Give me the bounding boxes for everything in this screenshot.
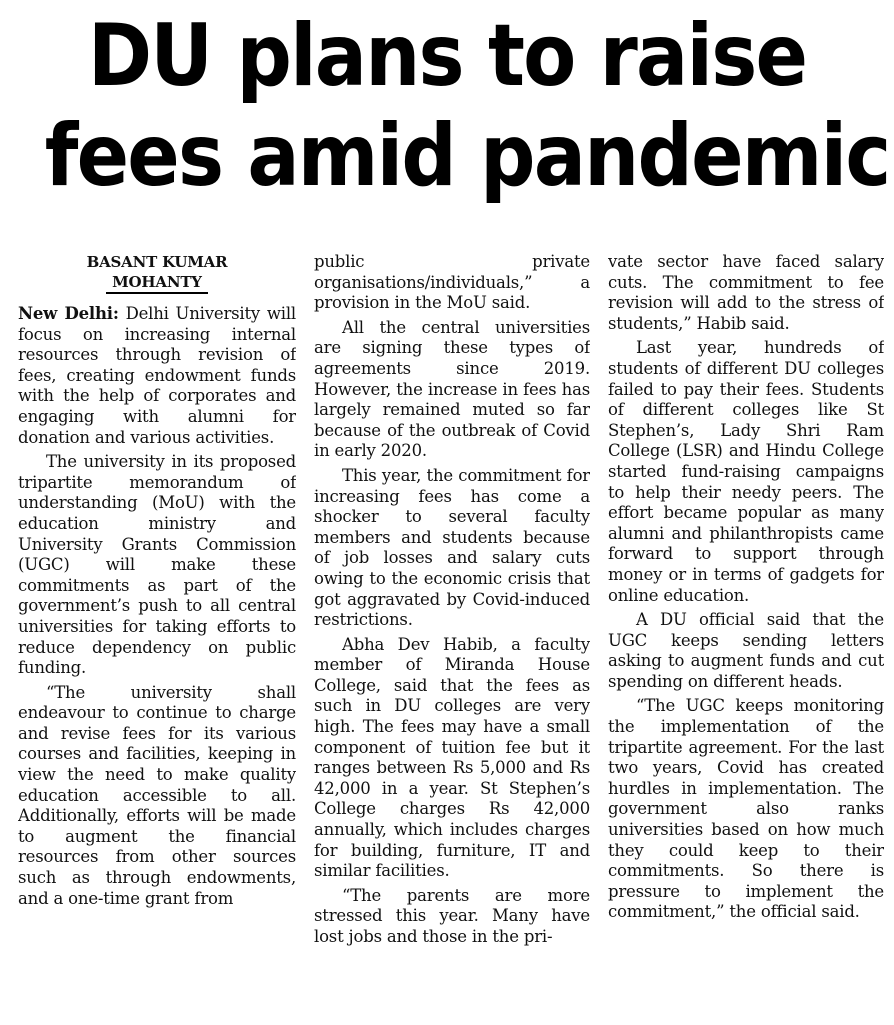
column-3 <box>608 252 884 1022</box>
paragraph: The university in its proposed tripartite memorandum of understanding (MoU) with the education ministry and University Grants Commission (UGC) will make these commitments as part of the government’s push to all central universities for taking efforts to reduce dependency on public funding. <box>18 452 296 678</box>
paragraph: Last year, hundreds of students of different DU colleges failed to pay their fees. Students of different colleges like St Stephen’s, Lady Shri Ram College (LSR) and Hindu College started fund-raising campaigns to help their needy peers. The effort became popular as many alumni and philanthropists came forward to support through money or in terms of gadgets for online education. <box>608 338 884 605</box>
dateline: New Delhi: <box>18 304 119 323</box>
paragraph: All the central universities are signing these types of agreements since 2019. However, the increase in fees has largely remained muted so far because of the outbreak of Covid in early 2020. <box>314 317 590 461</box>
headline <box>44 6 890 206</box>
paragraph: “The university shall endeavour to continue to charge and revise fees for its various courses and facilities, keeping in view the need to make quality education accessible to all. Additionally, efforts will be made to augment the financial resources from other sources such as through endowments, and a one-time grant from <box>18 682 296 908</box>
paragraph: “The parents are more stressed this year. Many have lost jobs and those in the pri- <box>314 885 590 946</box>
column-2 <box>314 252 590 1022</box>
paragraph <box>18 304 296 448</box>
article-body <box>18 252 886 1022</box>
byline-name-line-1: BASANT KUMAR <box>86 253 228 271</box>
column-1 <box>18 252 296 1022</box>
byline <box>18 252 296 294</box>
byline-name-line-2: MOHANTY <box>106 272 208 294</box>
paragraph: “The UGC keeps monitoring the implementation of the tripartite agreement. For the last two years, Covid has created hurdles in implementation. The government also ranks universities based on how much they could keep to their commitments. So there is pressure to implement the commitment,” the official said. <box>608 696 884 922</box>
headline-line-2: fees amid pandemic <box>44 106 890 206</box>
paragraph: vate sector have faced salary cuts. The commitment to fee revision will add to the stress of students,” Habib said. <box>608 252 884 333</box>
paragraph: public private organisations/individuals,” a provision in the MoU said. <box>314 252 590 313</box>
paragraph: Abha Dev Habib, a faculty member of Miranda House College, said that the fees as such in DU colleges are very high. The fees may have a small component of tuition fee but it ranges between Rs 5,000 and Rs 42,000 in a year. St Stephen’s College charges Rs 42,000 annually, which includes charges for building, furniture, IT and similar facilities. <box>314 634 590 881</box>
paragraph-text: Delhi University will focus on increasing internal resources through revision of fees, creating endowment funds with the help of corporates and engaging with alumni for donation and various activities. <box>18 304 296 447</box>
paragraph: This year, the commitment for increasing fees has come a shocker to several faculty members and students because of job losses and salary cuts owing to the economic crisis that got aggravated by Covid-induced restrictions. <box>314 465 590 630</box>
headline-line-1: DU plans to raise <box>87 6 807 106</box>
paragraph: A DU official said that the UGC keeps sending letters asking to augment funds and cut spending on different heads. <box>608 610 884 691</box>
